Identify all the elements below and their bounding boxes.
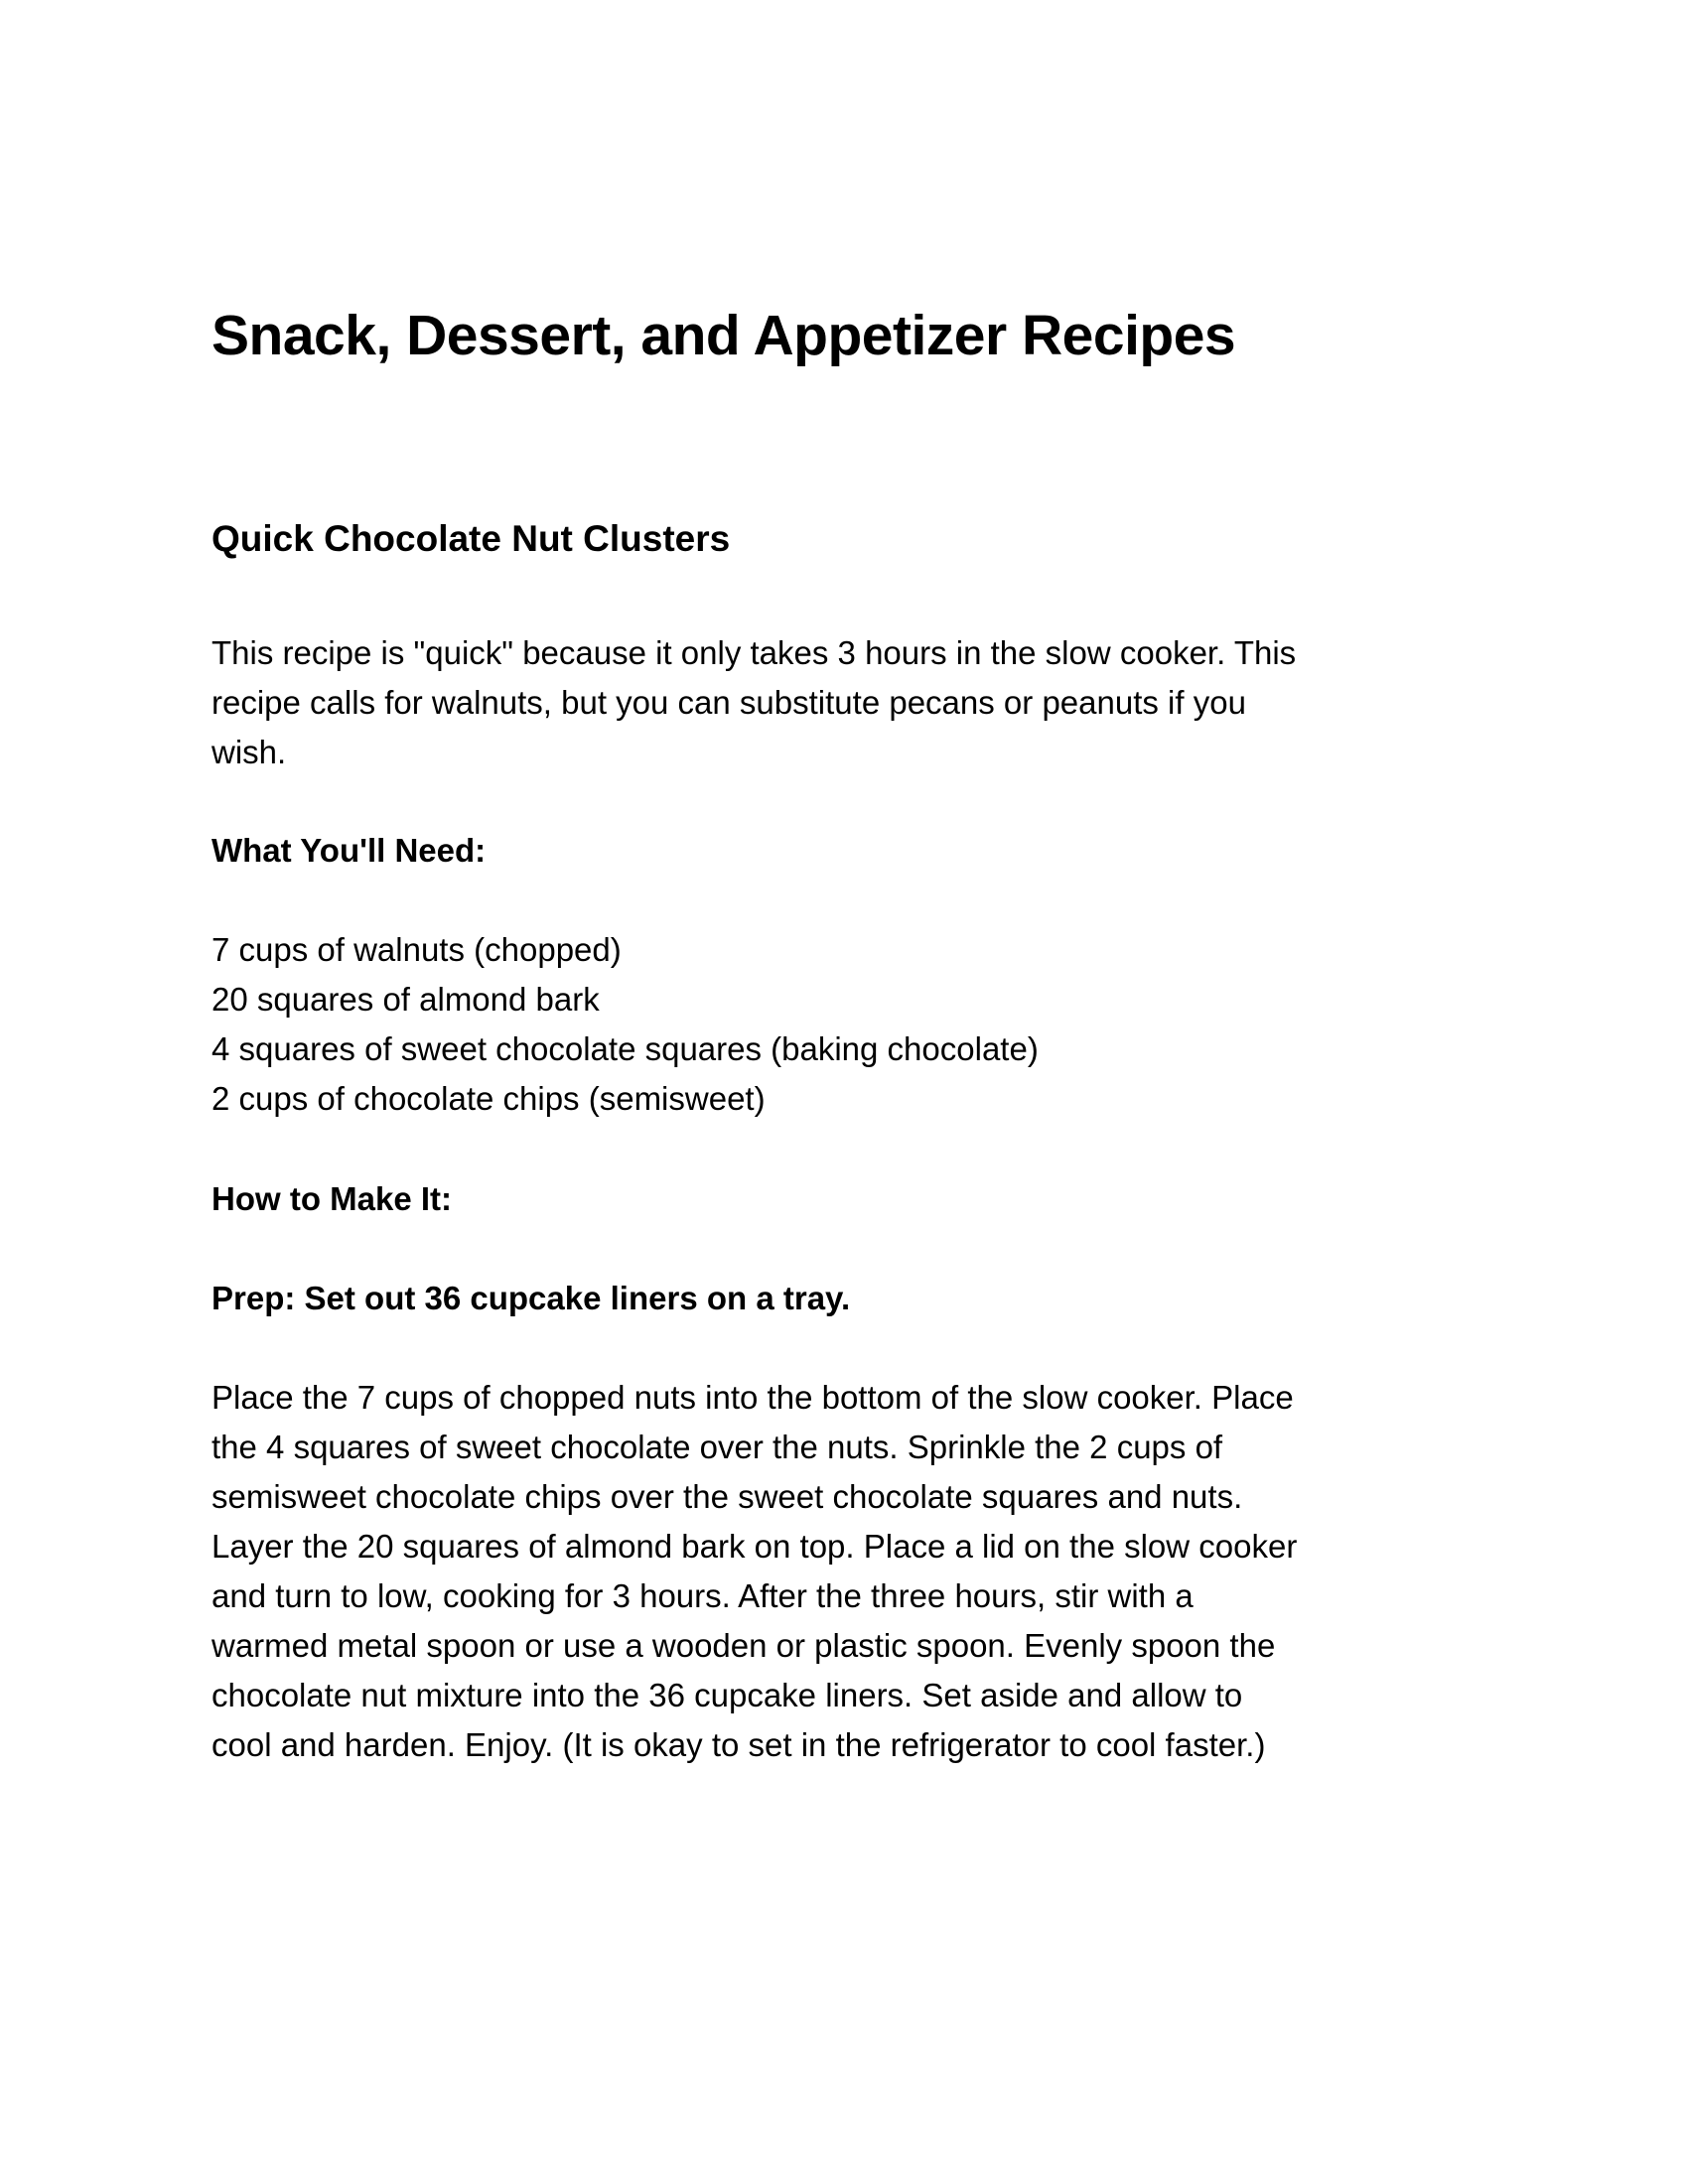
recipe-title: Quick Chocolate Nut Clusters (211, 518, 731, 559)
ingredients-section (211, 925, 1492, 1124)
ingredient-item: 4 squares of sweet chocolate squares (baking chocolate) (211, 1030, 1039, 1067)
intro-line: This recipe is "quick" because it only takes 3 hours in the slow cooker. This (211, 634, 1297, 671)
prep-step-text: Prep: Set out 36 cupcake liners on a tray. (211, 1280, 851, 1316)
instruction-line: Place the 7 cups of chopped nuts into the bottom of the slow cooker. Place (211, 1379, 1294, 1416)
recipe-intro (211, 628, 1492, 777)
ingredients-heading-text: What You'll Need: (211, 832, 487, 869)
instruction-line: and turn to low, cooking for 3 hours. After the three hours, stir with a (211, 1577, 1194, 1614)
instruction-line: semisweet chocolate chips over the sweet chocolate squares and nuts. (211, 1478, 1243, 1515)
instructions-section-heading (211, 1174, 1492, 1224)
ingredient-item: 7 cups of walnuts (chopped) (211, 931, 622, 968)
instructions-heading-text: How to Make It: (211, 1180, 453, 1217)
instruction-line: Layer the 20 squares of almond bark on top. Place a lid on the slow cooker (211, 1528, 1298, 1565)
instruction-line: chocolate nut mixture into the 36 cupcake liners. Set aside and allow to (211, 1677, 1243, 1713)
document-title: Snack, Dessert, and Appetizer Recipes (211, 304, 1236, 367)
ingredient-item: 20 squares of almond bark (211, 981, 600, 1018)
ingredient-list (211, 925, 1492, 1124)
intro-line: recipe calls for walnuts, but you can substitute pecans or peanuts if you (211, 684, 1246, 721)
instructions-paragraph (211, 1373, 1492, 1770)
intro-line: wish. (211, 734, 287, 770)
ingredients-section-heading (211, 826, 1492, 876)
ingredient-item: 2 cups of chocolate chips (semisweet) (211, 1080, 766, 1117)
instruction-line: the 4 squares of sweet chocolate over the nuts. Sprinkle the 2 cups of (211, 1429, 1223, 1465)
instruction-line: warmed metal spoon or use a wooden or plastic spoon. Evenly spoon the (211, 1627, 1276, 1664)
instruction-line: cool and harden. Enjoy. (It is okay to set in the refrigerator to cool faster.) (211, 1726, 1266, 1763)
prep-step (211, 1274, 1492, 1323)
